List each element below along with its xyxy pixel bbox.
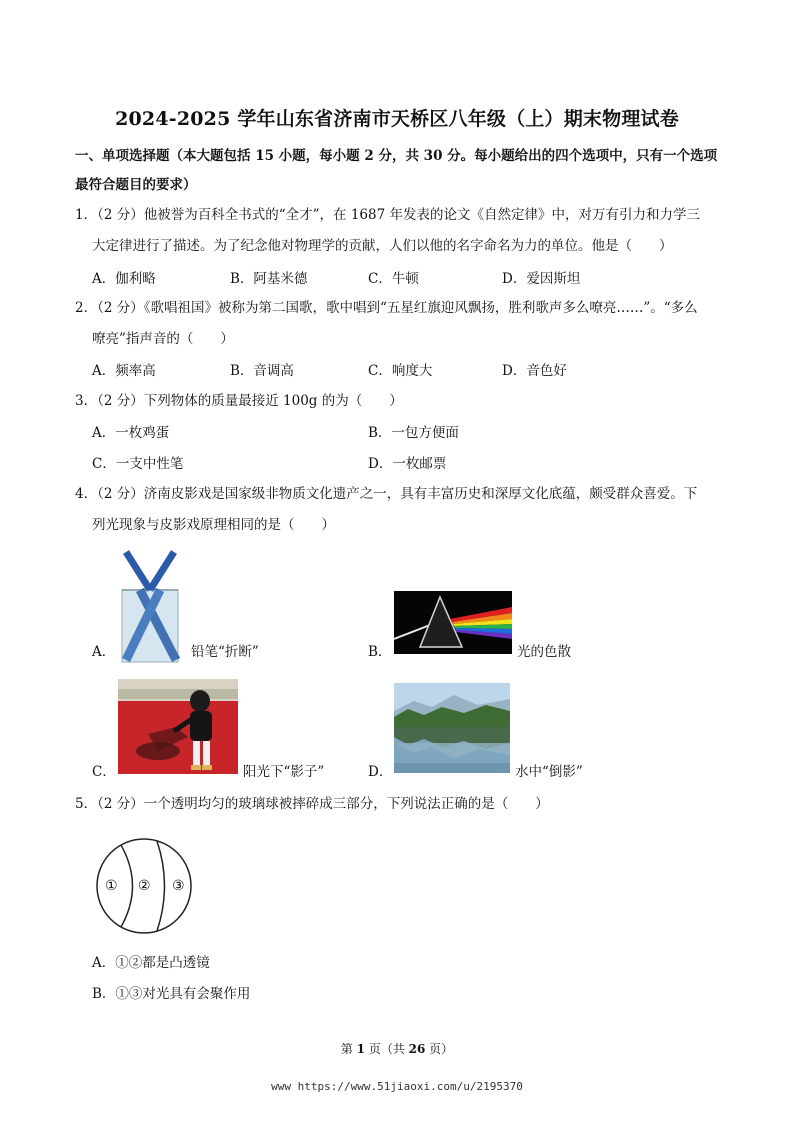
q1-option-c: C．牛顿 [368, 271, 419, 287]
q3-option-a: A．一枚鸡蛋 [92, 425, 170, 441]
q5-option-a: A．①②都是凸透镜 [92, 955, 210, 971]
q3-option-b: B．一包方便面 [368, 425, 459, 441]
q4-option-b-caption: 光的色散 [517, 644, 571, 660]
page-title: 2024-2025 学年山东省济南市天桥区八年级（上）期末物理试卷 [115, 108, 679, 130]
q4-option-d-caption: 水中“倒影” [515, 764, 583, 780]
footer-suffix: 页） [425, 1042, 454, 1056]
question-2 [75, 293, 725, 355]
question-2-line-2: 嘹亮”指声音的（ ） [92, 331, 234, 347]
q2-option-c: C．响度大 [368, 363, 433, 379]
watermark-url: www https://www.51jiaoxi.com/u/2195370 [271, 1080, 523, 1093]
prism-dispersion-image [394, 591, 512, 654]
shadow-photo-image [118, 679, 238, 774]
page-footer [0, 1040, 794, 1057]
footer-page-number: 1 [356, 1042, 365, 1056]
q3-option-d: D．一枚邮票 [368, 456, 447, 472]
footer-prefix: 第 [340, 1042, 357, 1056]
q4-option-b-letter: B． [368, 644, 392, 660]
q1-option-a: A．伽利略 [92, 271, 156, 287]
q5-option-b: B．①③对光具有会聚作用 [92, 986, 251, 1002]
question-1 [75, 200, 725, 262]
question-3 [75, 386, 725, 417]
pencil-refraction-image [118, 550, 182, 665]
question-4-line-2: 列光现象与皮影戏原理相同的是（ ） [92, 517, 335, 533]
q2-option-a: A．频率高 [92, 363, 156, 379]
q4-option-d-letter: D． [368, 764, 393, 780]
question-5 [75, 789, 725, 820]
q2-option-d: D．音色好 [502, 363, 567, 379]
footer-total-pages: 26 [408, 1042, 426, 1056]
question-5-line-1: 5．（2 分）一个透明均匀的玻璃球被摔碎成三部分，下列说法正确的是（ ） [75, 796, 549, 812]
q4-option-c-letter: C． [92, 764, 116, 780]
q4-option-c-caption: 阳光下“影子” [243, 764, 325, 780]
q1-option-d: D．爱因斯坦 [502, 271, 581, 287]
question-4 [75, 479, 725, 541]
question-1-line-2: 大定律进行了描述。为了纪念他对物理学的贡献，人们以他的名字命名为力的单位。他是（ ） [92, 238, 673, 254]
section-header: 一、单项选择题（本大题包括 15 小题，每小题 2 分，共 30 分。每小题给出的四个选项中，只有一个选项最符合题目的要求） [75, 148, 718, 193]
diagram-label-2: ② [138, 878, 151, 894]
water-reflection-image [394, 683, 510, 773]
question-3-line-1: 3．（2 分）下列物体的质量最接近 100g 的为（ ） [75, 393, 403, 409]
footer-middle: 页（共 [365, 1042, 409, 1056]
q3-option-c: C．一支中性笔 [92, 456, 184, 472]
q4-option-a-caption: 铅笔“折断” [191, 644, 259, 660]
q2-option-b: B．音调高 [230, 363, 294, 379]
question-2-line-1: 2．（2 分）《歌唱祖国》被称为第二国歌，歌中唱到“五星红旗迎风飘扬，胜利歌声多么嘹亮……”。“多么 [75, 300, 698, 316]
q1-option-b: B．阿基米德 [230, 271, 308, 287]
diagram-label-1: ① [105, 878, 118, 894]
q4-option-a-letter: A． [92, 644, 116, 660]
diagram-label-3: ③ [172, 878, 185, 894]
question-4-line-1: 4．（2 分）济南皮影戏是国家级非物质文化遗产之一，具有丰富历史和深厚文化底蕴，颇受群众喜爱。下 [75, 486, 698, 502]
question-1-line-1: 1．（2 分）他被誉为百科全书式的“全才”，在 1687 年发表的论文《自然定律》中，对万有引力和力学三 [75, 207, 700, 223]
